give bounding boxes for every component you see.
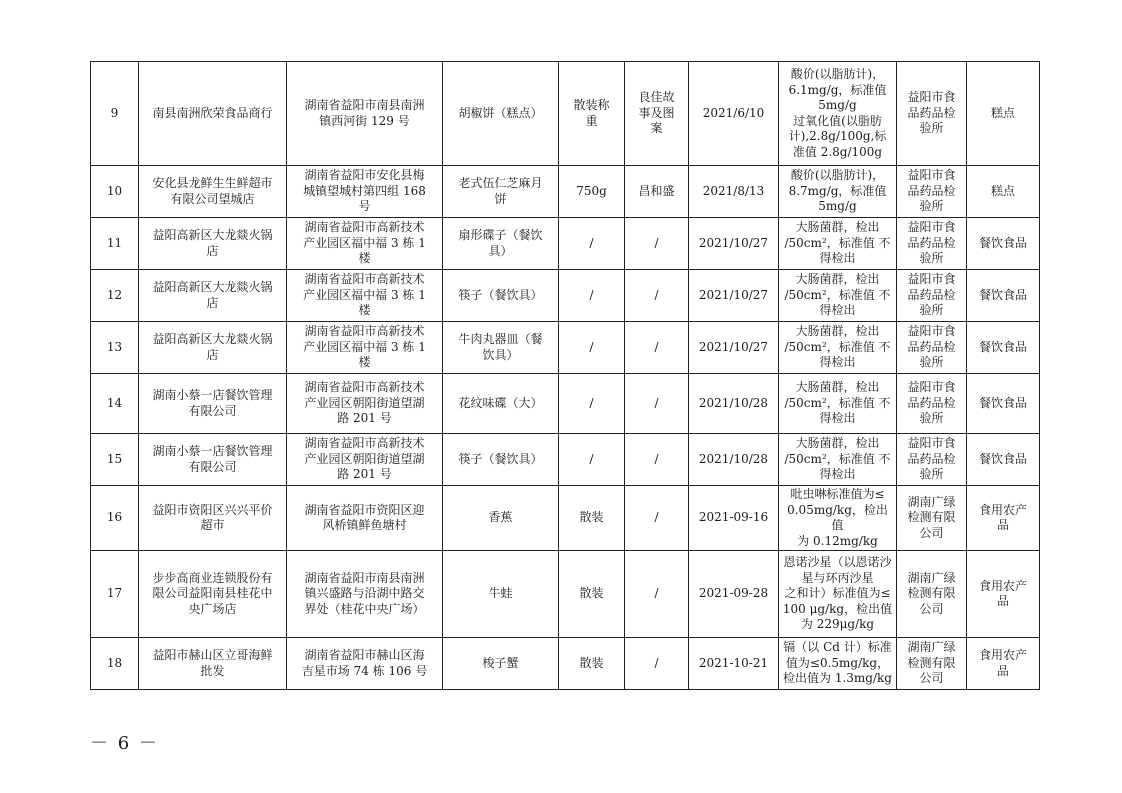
cell-business-name: 南县南洲欣荣食品商行 [139, 62, 287, 166]
table-body [91, 62, 1040, 690]
cell-testing-agency: 益阳市食 品药品检 验所 [897, 374, 967, 434]
cell-production-date: 2021-09-28 [689, 551, 779, 638]
cell-production-date: 2021/10/27 [689, 322, 779, 374]
cell-food-name: 牛肉丸器皿（餐 饮具） [443, 322, 559, 374]
table-row [91, 374, 1040, 434]
page-number: － 6 － [90, 733, 159, 754]
cell-production-date: 2021-09-16 [689, 486, 779, 551]
cell-food-name: 花纹味碟（大） [443, 374, 559, 434]
cell-brand-mark: / [625, 638, 689, 690]
cell-food-category: 食用农产 品 [967, 551, 1040, 638]
cell-business-name: 益阳高新区大龙燚火锅 店 [139, 218, 287, 270]
cell-brand-mark: 良佳故 事及图 案 [625, 62, 689, 166]
cell-production-date: 2021/10/28 [689, 434, 779, 486]
cell-food-category: 糕点 [967, 166, 1040, 218]
cell-brand-mark: / [625, 374, 689, 434]
cell-food-category: 食用农产 品 [967, 638, 1040, 690]
cell-business-address: 湖南省益阳市安化县梅 城镇望城村第四组 168 号 [287, 166, 443, 218]
cell-test-result: 恩诺沙星（以恩诺沙 星与环丙沙星 之和计）标准值为≤ 100 μg/kg，检出值 为 229μg/kg [779, 551, 897, 638]
cell-production-date: 2021/10/27 [689, 270, 779, 322]
cell-business-address: 湖南省益阳市高新技术 产业园区朝阳街道望湖 路 201 号 [287, 434, 443, 486]
cell-testing-agency: 益阳市食 品药品检 验所 [897, 62, 967, 166]
cell-business-name: 益阳市赫山区立哥海鲜 批发 [139, 638, 287, 690]
cell-row-number: 15 [91, 434, 139, 486]
results-table [90, 61, 1040, 690]
cell-food-name: 扇形碟子（餐饮 具） [443, 218, 559, 270]
cell-production-date: 2021/10/28 [689, 374, 779, 434]
table-row [91, 322, 1040, 374]
cell-food-category: 餐饮食品 [967, 374, 1040, 434]
cell-specification: 散装 [559, 486, 625, 551]
cell-food-name: 胡椒饼（糕点） [443, 62, 559, 166]
cell-business-address: 湖南省益阳市高新技术 产业园区福中福 3 栋 1 楼 [287, 322, 443, 374]
cell-specification: / [559, 322, 625, 374]
cell-testing-agency: 益阳市食 品药品检 验所 [897, 166, 967, 218]
table-row [91, 166, 1040, 218]
cell-test-result: 大肠菌群，检出 /50cm²，标准值 不 得检出 [779, 434, 897, 486]
cell-specification: / [559, 374, 625, 434]
cell-test-result: 大肠菌群，检出 /50cm²，标准值 不 得检出 [779, 374, 897, 434]
cell-row-number: 10 [91, 166, 139, 218]
cell-production-date: 2021/8/13 [689, 166, 779, 218]
cell-row-number: 9 [91, 62, 139, 166]
cell-specification: 散装 [559, 638, 625, 690]
cell-business-address: 湖南省益阳市赫山区海 吉星市场 74 栋 106 号 [287, 638, 443, 690]
cell-food-category: 餐饮食品 [967, 218, 1040, 270]
cell-testing-agency: 益阳市食 品药品检 验所 [897, 218, 967, 270]
table-row [91, 218, 1040, 270]
cell-business-address: 湖南省益阳市资阳区迎 风桥镇鲜鱼塘村 [287, 486, 443, 551]
cell-business-name: 步步高商业连锁股份有 限公司益阳南县桂花中 央广场店 [139, 551, 287, 638]
cell-food-name: 牛蛙 [443, 551, 559, 638]
cell-food-category: 餐饮食品 [967, 270, 1040, 322]
cell-business-name: 湖南小蔡一店餐饮管理 有限公司 [139, 434, 287, 486]
cell-brand-mark: / [625, 434, 689, 486]
cell-row-number: 14 [91, 374, 139, 434]
cell-row-number: 12 [91, 270, 139, 322]
table-row [91, 434, 1040, 486]
cell-production-date: 2021/6/10 [689, 62, 779, 166]
cell-testing-agency: 湖南广绿 检测有限 公司 [897, 638, 967, 690]
cell-test-result: 酸价(以脂肪计)， 6.1mg/g，标准值 5mg/g 过氧化值(以脂肪 计),2.8g/100g,标 准值 2.8g/100g [779, 62, 897, 166]
cell-brand-mark: / [625, 322, 689, 374]
cell-specification: 750g [559, 166, 625, 218]
cell-business-address: 湖南省益阳市高新技术 产业园区福中福 3 栋 1 楼 [287, 270, 443, 322]
cell-specification: / [559, 218, 625, 270]
cell-brand-mark: / [625, 270, 689, 322]
cell-specification: 散装 [559, 551, 625, 638]
cell-brand-mark: / [625, 218, 689, 270]
cell-food-name: 梭子蟹 [443, 638, 559, 690]
cell-test-result: 吡虫啉标准值为≤ 0.05mg/kg，检出值 为 0.12mg/kg [779, 486, 897, 551]
cell-business-name: 益阳市资阳区兴兴平价 超市 [139, 486, 287, 551]
cell-food-name: 香蕉 [443, 486, 559, 551]
cell-food-category: 餐饮食品 [967, 434, 1040, 486]
cell-business-address: 湖南省益阳市南县南洲 镇西河街 129 号 [287, 62, 443, 166]
cell-specification: / [559, 434, 625, 486]
table-row [91, 270, 1040, 322]
cell-production-date: 2021-10-21 [689, 638, 779, 690]
cell-test-result: 大肠菌群，检出 /50cm²，标准值 不 得检出 [779, 218, 897, 270]
cell-food-name: 筷子（餐饮具） [443, 434, 559, 486]
cell-food-category: 食用农产 品 [967, 486, 1040, 551]
table-row [91, 486, 1040, 551]
cell-business-name: 安化县龙鲜生生鲜超市 有限公司望城店 [139, 166, 287, 218]
cell-testing-agency: 湖南广绿 检测有限 公司 [897, 551, 967, 638]
cell-business-address: 湖南省益阳市高新技术 产业园区朝阳街道望湖 路 201 号 [287, 374, 443, 434]
cell-test-result: 大肠菌群，检出 /50cm²，标准值 不 得检出 [779, 270, 897, 322]
cell-testing-agency: 益阳市食 品药品检 验所 [897, 322, 967, 374]
cell-brand-mark: 昌和盛 [625, 166, 689, 218]
cell-test-result: 大肠菌群，检出 /50cm²，标准值 不 得检出 [779, 322, 897, 374]
cell-specification: / [559, 270, 625, 322]
table-row [91, 551, 1040, 638]
cell-testing-agency: 益阳市食 品药品检 验所 [897, 434, 967, 486]
cell-brand-mark: / [625, 486, 689, 551]
cell-test-result: 酸价(以脂肪计)， 8.7mg/g，标准值 5mg/g [779, 166, 897, 218]
cell-business-address: 湖南省益阳市南县南洲 镇兴盛路与沿湖中路交 界处（桂花中央广场） [287, 551, 443, 638]
cell-testing-agency: 湖南广绿 检测有限 公司 [897, 486, 967, 551]
cell-business-name: 益阳高新区大龙燚火锅 店 [139, 322, 287, 374]
cell-production-date: 2021/10/27 [689, 218, 779, 270]
cell-food-category: 餐饮食品 [967, 322, 1040, 374]
cell-row-number: 17 [91, 551, 139, 638]
cell-specification: 散装称 重 [559, 62, 625, 166]
cell-row-number: 11 [91, 218, 139, 270]
cell-business-address: 湖南省益阳市高新技术 产业园区福中福 3 栋 1 楼 [287, 218, 443, 270]
cell-business-name: 湖南小蔡一店餐饮管理 有限公司 [139, 374, 287, 434]
cell-brand-mark: / [625, 551, 689, 638]
cell-row-number: 13 [91, 322, 139, 374]
cell-business-name: 益阳高新区大龙燚火锅 店 [139, 270, 287, 322]
cell-row-number: 18 [91, 638, 139, 690]
cell-food-name: 老式伍仁芝麻月 饼 [443, 166, 559, 218]
cell-food-category: 糕点 [967, 62, 1040, 166]
cell-food-name: 筷子（餐饮具） [443, 270, 559, 322]
cell-test-result: 镉（以 Cd 计）标准 值为≤0.5mg/kg， 检出值为 1.3mg/kg [779, 638, 897, 690]
table-row [91, 638, 1040, 690]
cell-row-number: 16 [91, 486, 139, 551]
cell-testing-agency: 益阳市食 品药品检 验所 [897, 270, 967, 322]
table-row [91, 62, 1040, 166]
